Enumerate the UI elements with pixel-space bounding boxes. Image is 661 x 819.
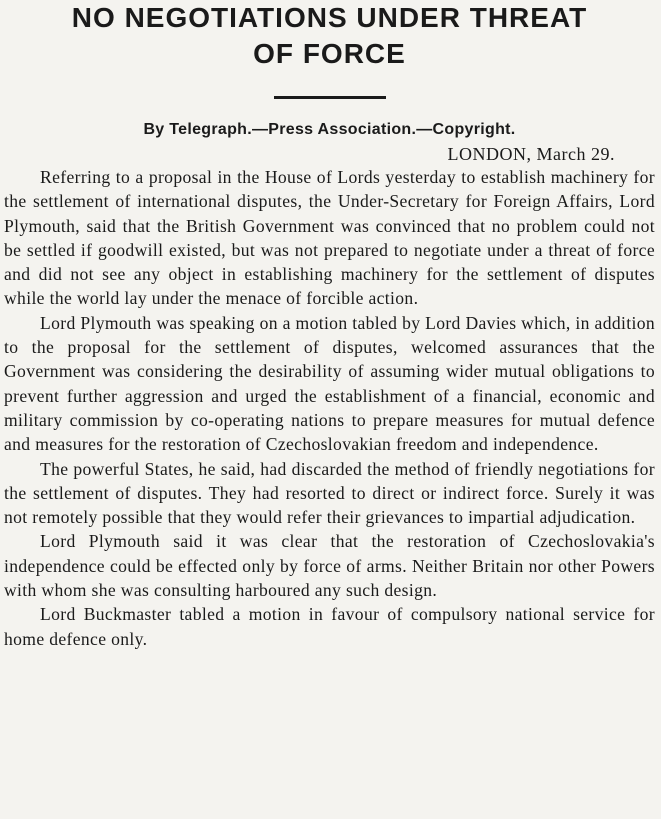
byline: By Telegraph.—Press Association.—Copyright. (143, 121, 516, 138)
headline (4, 0, 655, 72)
headline-divider (274, 96, 386, 99)
paragraph-2: Lord Plymouth was speaking on a motion tabled by Lord Davies which, in addition to the proposal for the settlement of disputes, welcomed assurances that the Government was considering the desirability of assuming wider mutual obligations to prevent further aggression and urged the establishment of a financial, economic and military commission by co-operating nations to prepare measures for mutual defence and measures for the restoration of Czechoslovakian freedom and independence. (4, 312, 655, 455)
paragraph-5: Lord Buckmaster tabled a motion in favour of compulsory national service for home defence only. (4, 604, 655, 649)
paragraph-1: Referring to a proposal in the House of Lords yesterday to establish machinery for the settlement of international disputes, the Under-Secretary for Foreign Affairs, Lord Plymouth, said that the British Government was convinced that no problem could not be settled if goodwill existed, but was not prepared to negotiate under a threat of force and did not see any object in establishing machinery for the settlement of disputes while the world lay under the menace of forcible action. (4, 167, 655, 309)
paragraph-4: Lord Plymouth said it was clear that the restoration of Czechoslovakia's independence could be effected only by force of arms. Neither Britain nor other Powers with whom she was consulting harboured any such design. (4, 531, 655, 601)
headline-line-1: NO NEGOTIATIONS UNDER THREAT (71, 2, 588, 33)
paragraph-3: The powerful States, he said, had discarded the method of friendly negotiations for the settlement of disputes. They had resorted to direct or indirect force. Surely it was not remotely possible that they would refer their grievances to impartial adjudication. (4, 458, 655, 528)
dateline: LONDON, March 29. (447, 144, 615, 164)
article-body (4, 165, 655, 651)
headline-line-2: OF FORCE (253, 38, 406, 69)
